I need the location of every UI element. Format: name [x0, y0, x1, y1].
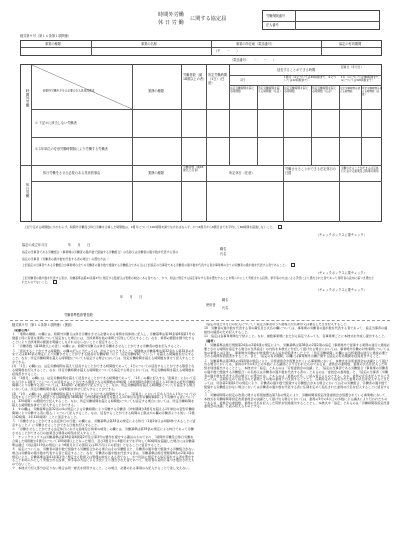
reason-column-header: 時間外労働をさせる必要のある具体的事由 [43, 89, 95, 93]
form-number: 様式第９号（第１６条第１項関係） [20, 34, 71, 38]
check1-text [22, 263, 374, 267]
business-info-table [20, 40, 382, 56]
check2-text [22, 277, 374, 285]
extend-column-header: 延長することができる時間 [277, 68, 316, 72]
labor-office-label: 労働基準監督署長殿 [64, 313, 93, 317]
holiday-side-label: 休日労働 [26, 183, 30, 198]
note-paragraph: ９ 本様式で記入部分が足りない場合は同一様式を使用すること。この場合、必要のある事項のみ記入することで差し支えない。 [12, 466, 192, 471]
note-paragraph: ８ 協定については、労働者の過半数で組織する労働組合がある場合はその労働組合と、労働者の過半数で組織する労働組合がない場合は労働者の過半数を代表する者と協定すること。なお、労働者の過半数を代表する者は、労働基準法施行規則第6条の2第1項の規定により、労働基準法第41条第2号に規定する監督又は管理の地位にある者でなく、かつ同法に規定する協定等をする者を選出することを明らかにして実施される投票、挙手等の方法による手続により選出された者であつて、使用者の意向に基づき選出されたものでないこと。 [12, 447, 195, 467]
note-paragraph: ７ チェックボックスは労働基準法第36条第6項第2号及び第3号の要件を遵守する趣旨のものであり、「時間外労働及び休日労働を合算した時間数が1箇月について100時間以上となった場合、及び2箇月から6箇月までを平均して80時間を超過した場合には労働基準法違反（同法第119条の規定により6箇月以下の懲役又は30万円以下の罰金）となることに留意すること。 [12, 435, 195, 447]
note-paragraph: ２ 「労働者数（満18歳以上の者）」の欄には、時間外労働又は休日労働をさせることができる労働者の数を記入すること。 [12, 344, 183, 349]
note-paragraph: ３ 労働時間等の設定の改善に関する特別措置法第7条の規定により、労働時間等設定改善委員会が設置されている事業場において、本様式を労働時間等設定改善委員会の決議として届け出る場合においては、委員の5分の4以上の多数による議決により行われたものである旨、委員会の委員数、委員の氏名を記入した用紙を別途提出することとし、本様式中「協定」とあるのは「労働時間等設定改善委員会の決議」と読み替えるものとする。 [204, 393, 390, 409]
pledge-text [24, 225, 374, 229]
over-legal-header-month: 法定労働時間を超える時間数 [284, 86, 309, 94]
holiday-entry[interactable] [33, 182, 381, 221]
note-paragraph: 11 協定は各事業場単位で結ぶこと。なお、複数事業場にまたがる協定であっても、各事業場ごとに本様式を作成し提出すること。 [204, 334, 388, 339]
year-column-header: 1年（①については360時間まで、②については320時間まで） [341, 76, 381, 82]
note-paragraph: (2) 「1箇月」の欄には、法定労働時間を超えて延長することができる時間数であって、「1年」の欄に記入する「起算日」において定める日から1箇月ごとについての延長することができる限度となる時間数を45時間（対象期間が3箇月を超える1年単位の変形労働時間制により労働する者については、42時間）の範囲内で記入すること。なお、所定労働時間を超える時間数についても協定する場合においては、所定労働時間を超える時間数を併せて記入することができる。 [12, 375, 196, 392]
check1-checkbox[interactable] [291, 263, 295, 267]
notes-form-number: 様式第９号（第１６条第１項関係）（裏面） [12, 323, 75, 327]
form-title-bottom: 休 日 労 働 [158, 20, 184, 26]
note-paragraph: （備考） [204, 338, 217, 343]
labor-insurance-number-field[interactable] [296, 11, 380, 20]
note-paragraph: １ 労働基準法施行規則第24条の2第4項の規定により、労働基準法第38条の2第2項の協定（事業場外で従事する業務の遂行に通常必要とされる時間を協定する場合の当該協定）の内容を本様式に付記して届け出る場合においては、事業場外労働の対象業務については他の業務とは区別し、事業場外労働の対象業務である旨を括弧書きした上で、「所定労働時間」の欄には当該業務の遂行に通常必要とされる時間を括弧書きすること。また、「協定の有効期間」の欄には事業場外労働に関する協定の有効期間を括弧書きすること。 [204, 343, 390, 359]
holiday-reason-header: 休日労働をさせる必要のある具体的事由 [43, 171, 101, 175]
pledge-checkbox-note: （チェックボックスに要チェック） [316, 233, 367, 237]
holiday-days-header: 所定休日（任意） [229, 171, 255, 175]
union-name-label: 氏名 [220, 252, 227, 256]
note-paragraph: 10 労働者の過半数を代表する者の職名及び氏名の欄については、事業場の労働者の過半数を代表する者であって、協定当事者の適格性の確認のため記入すること。 [204, 326, 388, 335]
corporate-number-field[interactable] [296, 21, 380, 30]
union-job-label: 職名 [220, 247, 227, 251]
notes-left-column [12, 329, 196, 531]
employer-name-label: 氏名 [222, 306, 229, 310]
note-paragraph: ４ ②の欄は、労働基準法第32条の4の規定による労働時間により労働する労働者（対象期間が3箇月を超える1年単位の変形労働時間制により労働する者に限る。）について記入すること。なお、延長することができる時間の上限は①の欄の労働者よりも短い（1箇月42時間、1年320時間）ことに留意すること。 [12, 407, 195, 419]
corp-number-box [262, 10, 380, 30]
holiday-count-header: 労働させることができる法定休日の日数 [285, 167, 336, 175]
business-address-header: 事業の所在地（電話番号） [236, 42, 275, 46]
validity-period-header: 協定の有効期間 [339, 42, 362, 46]
check1-body: 上記協定の当事者である労働組合が事業場の全ての労働者の過半数で組織する労働組合である又は上記協定の当事者である労働者の過半数を代表する者が事業場の全ての労働者の過半数を代表する者であること。 [22, 263, 288, 267]
note-paragraph: (3) 「1年」の欄には、法定労働時間を超えて延長することができる時間数であって、「起算日」において定める日から1年についての延長することができる限度となる時間数を360時間（対象期間が3箇月を超える1年単位の変形労働時間制により労働する者については、320時間）の範囲内で記入すること。なお、所定労働時間を超える時間数についても協定する場合においては、所定労働時間を超える時間数を併せて記入することができる。 [12, 391, 196, 407]
note-paragraph: ３ 「延長することができる時間数」の欄の記入に当たっては、次のとおりとすること。時間数は労働基準法第32条から第32条の5まで又は第40条の規定により労働させることができる最長の労働時間（以下「法定労働時間」という。）を超える時間数を記入すること。なお、所定労働時間を超える時間数についても協定する場合においては、所定労働時間を超える時間数を併せて記入することができる。 [12, 348, 195, 364]
check2-note: （チェックボックスに要チェック） [316, 288, 367, 292]
holiday-time-header: 労働させることができる法定休日における始業及び終業の時刻 [341, 166, 379, 174]
pledge-checkbox[interactable] [278, 225, 282, 229]
row2-label: ② 1年単位の変形労働時間制により労働する労働者 [35, 147, 108, 151]
validity-period-field[interactable] [322, 48, 382, 56]
month-column-header: 1箇月（①については45時間まで、②については42時間まで） [284, 75, 337, 83]
check2-body: 上記労働者の過半数を代表する者が、労働基準法第41条第2号に規定する監督又は管理の地位にある者でなく、かつ、同法に規定する協定等をする者を選出することを明らかにして実施される投票、挙手等の方法による手続により選出された者であって使用者の意向に基づき選出されたものでないこと。 [22, 276, 374, 285]
over-legal-header-day: 法定労働時間を超える時間数 [230, 86, 255, 94]
holiday-workers-header: 労働者数（満18歳以上の者） [183, 165, 204, 173]
section-divider [10, 320, 390, 321]
business-type-field[interactable] [22, 48, 90, 56]
over-legal-header-year: 法定労働時間を超える時間数 [340, 87, 361, 93]
holiday-work-type-header: 業務の種類 [148, 171, 164, 175]
row2-entry[interactable] [133, 138, 381, 164]
check1-note: （チェックボックスに要チェック） [316, 271, 367, 275]
employer-label: 使用者 [206, 303, 216, 307]
note-paragraph: (1) 「1日」の欄には、法定労働時間を超えて延長することができる時間数であって、1日についての延長することができる限度となる時間数を記入すること。なお、所定労働時間を超える時間数についても協定する場合においては、所定労働時間を超える時間数を括弧書きすること。 [12, 364, 195, 376]
note-paragraph: ２ 労働基準法第38条の4第5項の規定により、労使委員会が設置されている事業場において、本様式を労使委員会の決議として届け出る場合においては、委員の5分の4以上の多数による議決により行われたものである旨、委員会の委員数、委員の氏名を記入した用紙を別途提出することとし、本様式中「協定」とあるのは「労使委員会の決議」と、「協定の当事者である労働組合（事業場の労働者の過半数で組織する労働組合）の名称又は労働者の過半数を代表する者の」とあるのは「委員会の委員数」と、「協定の当事者（労働者の過半数を代表する者の場合）の選出方法」とあるのは「委員の氏名」に読み替えるものとする。なお、委員の氏名を記入するに当たっては、任期を定めて指名された委員とその他の委員とで区別することとし、任期を定めて指名された委員の氏名を記入するに当たっては、同条第2項第1号の規定により、労働者の過半数で組織する労働組合がある場合においてはその労働組合、労働者の過半数で組織する労働組合がない場合においては労働者の過半数を代表する者に任期を定めて指名された委員の氏名を記入することに留意すること。 [204, 358, 390, 393]
day-column-header: 1日 [240, 78, 246, 82]
overtime-table [20, 64, 382, 222]
over-set-header-day: 所定労働時間を超える時間数（任意） [258, 86, 283, 94]
note-paragraph: ６ 「労働させることができる法定休日における始業及び終業の時刻」の欄には、労働基準法第35条の規定による休日であって労働させることができる日の始業及び終業の時刻を記入すること。 [12, 427, 194, 435]
form-title-suffix: に関する協定届 [190, 16, 227, 22]
legal-hours-column-header: 所定労働時間（1日）（任意） [208, 73, 228, 85]
labor-insurance-number-label: 労働保険番号 [266, 14, 286, 18]
agreement-date-label: 協定の成立年月日 [22, 243, 48, 247]
overtime-side-label: 時間外労働 [26, 89, 30, 107]
over-set-header-month: 所定労働時間を超える時間数（任意） [312, 86, 337, 94]
employer-job-label: 職名 [222, 298, 229, 302]
business-name-field[interactable] [92, 48, 210, 56]
row1-label: ① 下記②に該当しない労働者 [35, 121, 77, 125]
work-type-column-header: 業務の種類 [148, 89, 164, 93]
pledge-text-body: 上記で定める時間数にかかわらず、時間外労働及び休日労働を合算した時間数は、1箇月について100時間未満でなければならず、かつ2箇月から6箇月までを平均して80時間を超過しないこと。 [24, 225, 276, 229]
election-method-line: 協定の当事者（労働者の過半数を代表する者の場合）の選出方法（ ） [22, 257, 158, 261]
note-paragraph: ５ 「労働させることができる法定休日の日数」の欄には、労働基準法第35条の規定による休日（1週1休又は4週4休であることに留意すること。）に労働させることができる日数を記入すること。 [12, 419, 196, 427]
diagonal-header-cell [32, 65, 132, 109]
union-line: 協定の当事者である労働組合（事業場の労働者の過半数で組織する労働組合）の名称又は労働者の過半数を代表する者の [22, 250, 179, 254]
postal-code-mark: （〒 － ） [214, 49, 240, 53]
note-paragraph: １ 「業務の種類」の欄には、時間外労働又は休日労働をさせる必要のある業務を具体的に記入し、労働基準法第36条第6項第1号の健康上特に有害な業務について協定をした場合には、当該業務を他の業務と区別して記入すること。なお、業務の範囲を細分化することにより当該業務の範囲を明確にしなければならないことに留意すること。 [12, 332, 195, 344]
workers-column-header: 労働者数（満18歳以上の者） [183, 73, 207, 81]
employer-date[interactable]: 年 月 日 [120, 295, 143, 299]
agreement-date-fields[interactable]: 年 月 日 [68, 243, 91, 247]
notes-right-column [204, 323, 390, 531]
form-title-top: 時間外労働 [158, 12, 184, 18]
check2-checkbox[interactable] [53, 280, 57, 284]
note-paragraph: （協定の成立年月日の記入について）協定当事者のうち最後に記名押印又は署名した日を記入すること。 [204, 323, 350, 326]
note-paragraph: （記載心得） [12, 329, 31, 332]
phone-number-mark: （電話番号： － － ） [230, 58, 277, 62]
row1-entry[interactable] [133, 110, 381, 136]
corporate-number-label: 法人番号 [266, 23, 279, 27]
business-type-header: 事業の種類 [45, 42, 61, 46]
business-name-header: 事業の名称 [141, 42, 157, 46]
start-date-header: 起算日（年月日） [341, 65, 364, 69]
over-set-header-year: 所定労働時間を超える時間数（任意） [362, 87, 383, 96]
